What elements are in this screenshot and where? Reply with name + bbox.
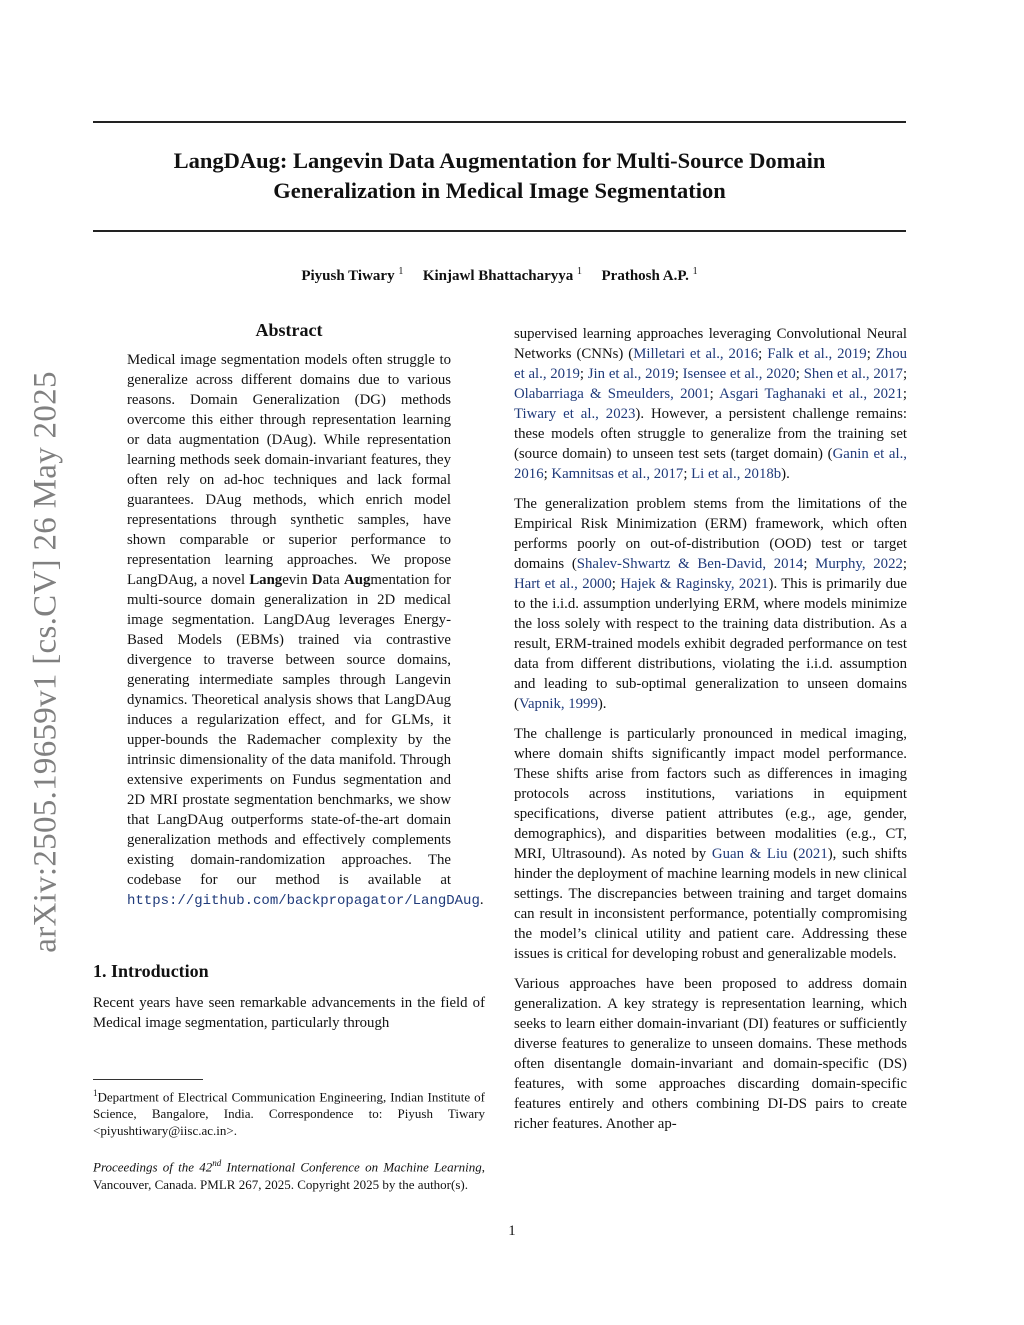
footnote-text: Department of Electrical Communication Engineering, Indian Institute of Science, Bangalore, India. Correspondence to: Piyush Tiwary <piyushtiwary@iisc.ac.in>. [93, 1089, 485, 1139]
proceedings-text: , Vancouver, Canada. PMLR 267, 2025. Copyright 2025 by the author(s). [93, 1159, 485, 1192]
paragraph-text: The challenge is particularly pronounced in medical imaging, where domain shifts significantly impact model performance. These shifts arise from factors such as differences in imaging protocols across institutions, variations in equipment specifications, diverse patient attributes (e.g., age, gender, demographics), and disparities between modalities (e.g., CT, MRI, Ultrasound). As noted by [514, 726, 907, 862]
page-number: 1 [508, 1223, 516, 1239]
abstract-text: Medical image segmentation models often struggle to generalize across different domains due to various reasons. Domain Generalization (DG) methods overcome this either through representation learning or data augmentation (DAug). While representation learning methods seek domain-invariant features, they often rely on ad-hoc techniques and lack formal guarantees. DAug methods, which enrich model representations through synthetic samples, have shown comparable or superior performance to representation learning approaches. We propose LangDAug, a novel [127, 352, 451, 588]
abstract-heading: Abstract [255, 320, 323, 340]
paragraph-text: ). However, a persistent challenge remains: these models often struggle to generalize from the training set (source domain) to unseen test sets (target domain) ( [514, 406, 907, 462]
abstract-body [127, 350, 484, 911]
citation-link[interactable]: Olabarriaga & Smeulders, 2001 [514, 386, 710, 402]
section-heading: 1. Introduction [93, 961, 209, 981]
paragraph-text: ). [781, 466, 790, 482]
paragraph-text: The generalization problem stems from the limitations of the Empirical Risk Minimization (ERM) framework, which often performs poorly on out-of-distribution (OOD) test or target domains ( [514, 496, 907, 572]
abstract-text: mentation for multi-source domain generalization in 2D medical image segmentation. LangDAug leverages Energy-Based Models (EBMs) trained via contrastive divergence to traverse between source domains, generating intermediate samples through Langevin dynamics. Theoretical analysis shows that LangDAug induces a regularization effect, and for GLMs, it upper-bounds the Rademacher complexity by the intrinsic dimensionality of the data manifold. Through extensive experiments on Fundus segmentation and 2D MRI prostate segmentation benchmarks, we show that LangDAug outperforms state-of-the-art domain generalization methods and effectively complements existing domain-randomization approaches. The codebase for our method is available at [127, 572, 451, 888]
codebase-link[interactable]: https://github.com/backpropagator/LangDAug [127, 893, 480, 909]
footnote-rule [93, 1079, 203, 1080]
citation-link[interactable]: Milletari et al., 2016 [633, 346, 759, 362]
footnotes [93, 1085, 485, 1193]
footnote-mark: 1 [93, 1088, 98, 1098]
abstract-bold: Aug [344, 572, 371, 588]
author-list [93, 266, 906, 285]
citation-link[interactable]: Shalev-Shwartz & Ben-David, 2014 [576, 556, 804, 572]
paragraph-text: ). This is primarily due to the i.i.d. assumption underlying ERM, where models minimize the loss solely with respect to the training data distribution. As a result, ERM-trained models exhibit degraded performance on test data from different distributions, violating the i.i.d. assumption and leading to sub-optimal generalization to unseen domains ( [514, 576, 908, 712]
proceedings-text: Proceedings of the [93, 1159, 200, 1175]
right-column [514, 324, 907, 1134]
author-name: Kinjawl Bhattacharyya [422, 268, 574, 284]
abstract-text: . [479, 892, 484, 908]
paragraph-text: , such shifts hinder the deployment of machine learning models in new clinical settings. The discrepancies between training and target domains can result in inconsistent performance, potentially compromising the model’s clinical utility and patient care. Addressing these issues is critical for developing robust and generalizable models. [514, 846, 907, 962]
title-top-rule [93, 121, 906, 123]
citation-link[interactable]: Hart et al., 2000 [514, 576, 612, 592]
author-name: Piyush Tiwary [301, 268, 395, 284]
citation-link[interactable]: Jin et al., 2019 [587, 366, 675, 382]
citation-link[interactable]: Shen et al., 2017 [803, 366, 903, 382]
citation-link[interactable]: Falk et al., 2019 [767, 346, 867, 362]
paragraph: Various approaches have been proposed to address domain generalization. A key strategy is representation learning, which seeks to learn either domain-invariant (DI) features or sufficiently diverse features to generalize to unseen domains. These methods often disentangle domain-invariant and domain-specific (DS) features, with some approaches discarding domain-specific features entirely and others combining DI-DS pairs to create richer features. Another ap- [514, 976, 907, 1132]
citation-link[interactable]: Asgari Taghanaki et al., 2021 [719, 386, 903, 402]
abstract-bold: D [311, 572, 323, 588]
citation-year-link[interactable]: 2021 [798, 846, 828, 862]
abstract-bold: Lang [249, 572, 283, 588]
paragraph: Recent years have seen remarkable advancements in the field of Medical image segmentation, particularly through [93, 995, 485, 1031]
author-affiliation-mark: 1 [398, 266, 404, 277]
left-column [93, 318, 485, 1033]
abstract-text: ata [322, 572, 345, 588]
abstract-text: evin [282, 572, 312, 588]
citation-link[interactable]: Hajek & Raginsky, 2021 [620, 576, 769, 592]
paper-title [93, 146, 906, 206]
title-line-2: Generalization in Medical Image Segmentation [273, 178, 726, 203]
paragraph: supervised learning approaches leveraging Convolutional Neural Networks (CNNs) (Milletari et al., 2016; Falk et al., 2019; Zhou et al., 2019; Jin et al., 2019; Isensee et al., 2020; Shen et al., 2017; Olabarriaga & Smeulders, 2001; Asgari Taghanaki et al., 2021; Tiwary et al., 2023). However, a persistent challenge remains: these models often struggle to generalize from the training set (source domain) to unseen test sets (target domain) (Ganin et al., 2016; Kamnitsas et al., 2017; Li et al., 2018b). [514, 326, 908, 482]
arxiv-identifier: arXiv:2505.19659v1 [cs.CV] 26 May 2025 [27, 371, 64, 953]
proceedings-note [93, 1155, 485, 1192]
citation-link[interactable]: Kamnitsas et al., 2017 [551, 466, 684, 482]
citation-link[interactable]: Ganin et al., 2016 [514, 446, 907, 482]
citation-link[interactable]: Vapnik, 1999 [518, 696, 598, 712]
citation-link[interactable]: Zhou et al., 2019 [514, 346, 907, 382]
paragraph-text: ). [597, 696, 607, 712]
citation-link[interactable]: Murphy, 2022 [815, 556, 903, 572]
citation-link[interactable]: Tiwary et al., 2023 [514, 406, 636, 422]
paragraph-text: supervised learning approaches leveraging Convolutional Neural Networks (CNNs) ( [514, 326, 907, 362]
affiliation-footnote [93, 1085, 485, 1139]
author-affiliation-mark: 1 [577, 266, 582, 277]
proceedings-ordinal: nd [212, 1158, 222, 1169]
paragraph: The challenge is particularly pronounced in medical imaging, where domain shifts significantly impact model performance. These shifts arise from factors such as differences in imaging protocols across institutions, variations in equipment specifications, diverse patient attributes (e.g., age, gender, demographics), and disparities between modalities (e.g., CT, MRI, Ultrasound). As noted by Guan & Liu (2021), such shifts hinder the deployment of machine learning models in new clinical settings. The discrepancies between training and target domains can result in inconsistent performance, potentially compromising the model’s clinical utility and patient care. Addressing these issues is critical for developing robust and generalizable models. [514, 726, 907, 962]
author-affiliation-mark: 1 [692, 266, 698, 277]
citation-link[interactable]: Li et al., 2018b [691, 466, 782, 482]
citation-link[interactable]: Isensee et al., 2020 [682, 366, 796, 382]
proceedings-number: 42 [199, 1159, 213, 1175]
paragraph: The generalization problem stems from the limitations of the Empirical Risk Minimization (ERM) framework, which often performs poorly on out-of-distribution (OOD) test or target domains (Shalev-Shwartz & Ben-David, 2014; Murphy, 2022; Hart et al., 2000; Hajek & Raginsky, 2021). This is primarily due to the i.i.d. assumption underlying ERM, where models minimize the loss solely with respect to the training data distribution. As a result, ERM-trained models exhibit degraded performance on test data from different distributions, violating the i.i.d. assumption and leading to sub-optimal generalization to unseen domains (Vapnik, 1999). [514, 496, 908, 712]
title-line-1: LangDAug: Langevin Data Augmentation for Multi-Source Domain [173, 148, 826, 173]
proceedings-text: International Conference on Machine Learning [221, 1159, 482, 1175]
author-name: Prathosh A.P. [601, 268, 689, 284]
citation-link[interactable]: Guan & Liu [711, 846, 788, 862]
title-bottom-rule [93, 230, 906, 232]
